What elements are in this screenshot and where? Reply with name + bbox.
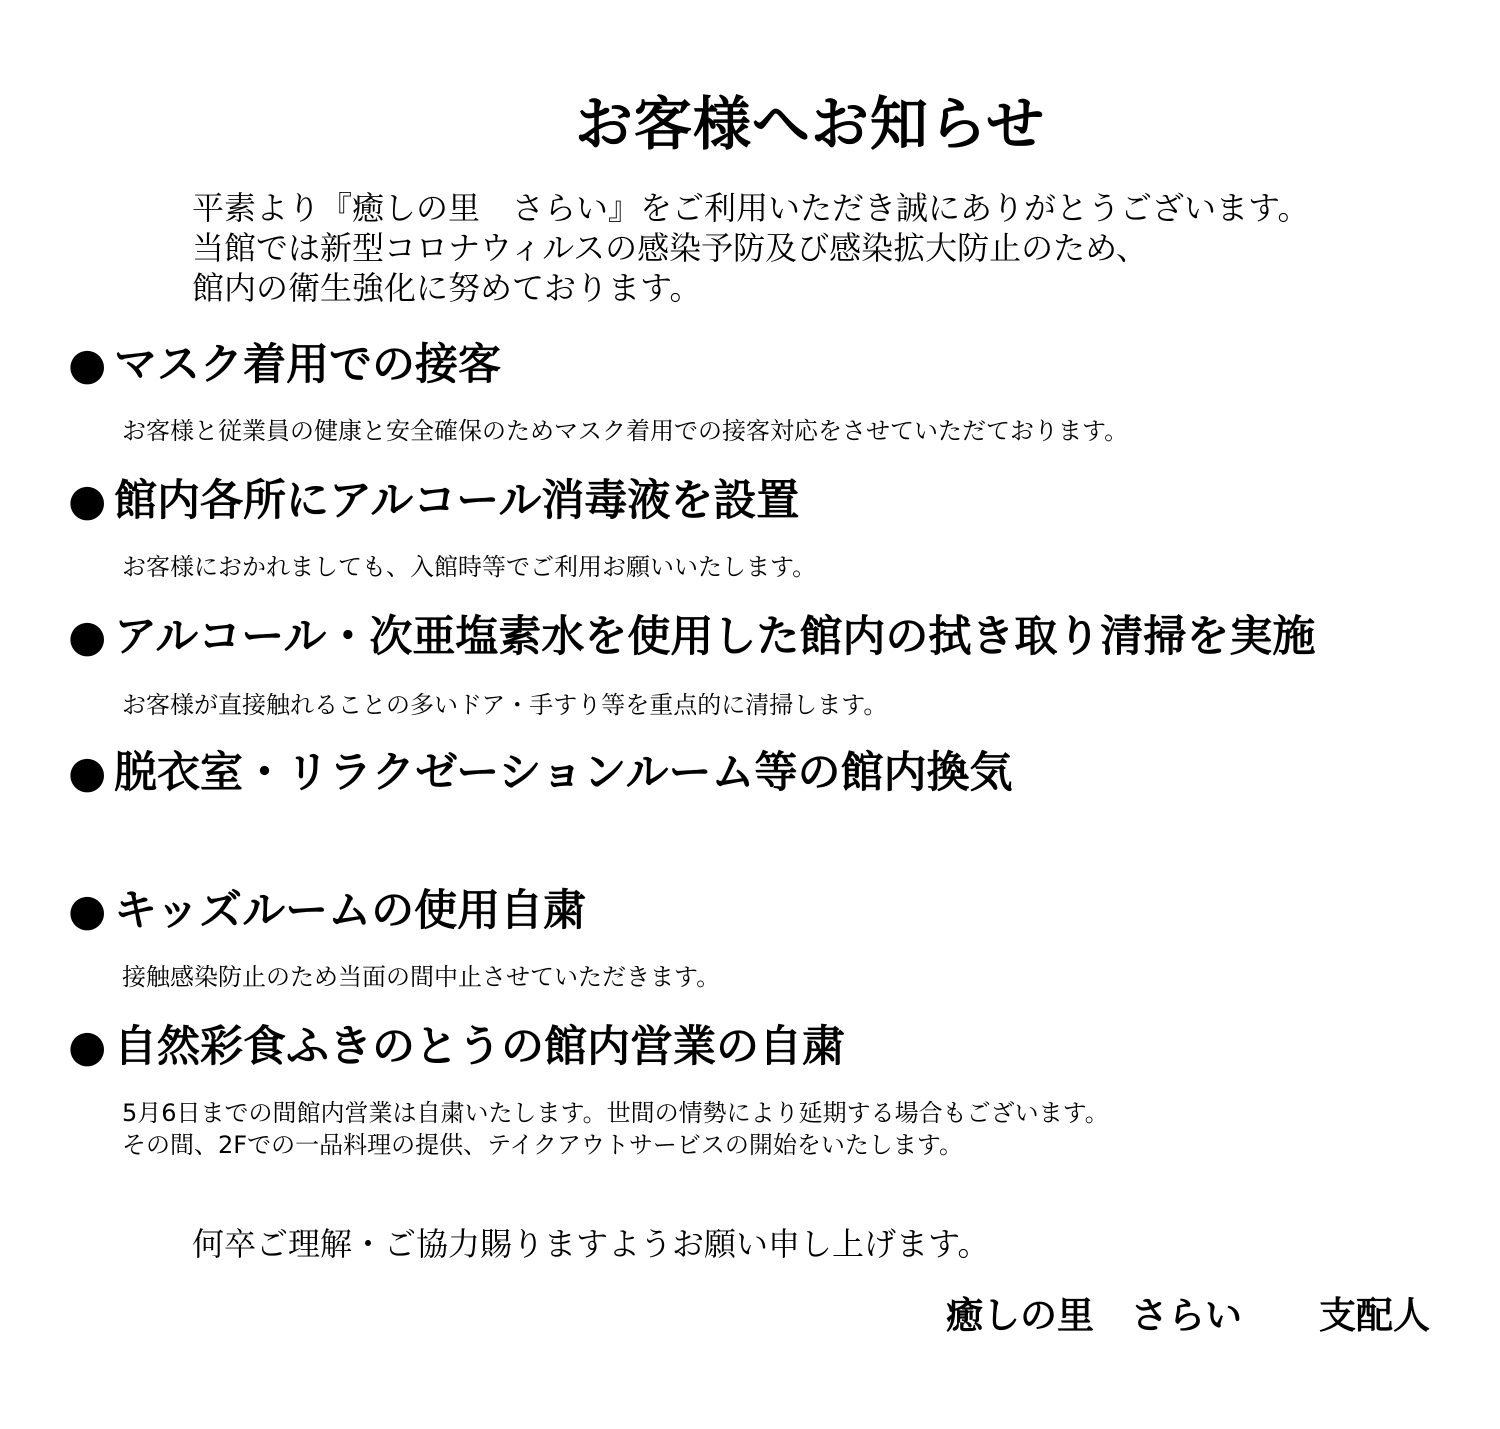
section-heading-text: 脱衣室・リラクゼーションルーム等の館内換気 <box>114 748 1013 798</box>
intro-line: 当館では新型コロナウィルスの感染予防及び感染拡大防止のため、 <box>192 229 1148 267</box>
description-line: お客様が直接触れることの多いドア・手すり等を重点的に清掃します。 <box>122 691 888 719</box>
bullet-icon: ● <box>68 1021 107 1072</box>
section-heading-text: アルコール・次亜塩素水を使用した館内の拭き取り清掃を実施 <box>114 612 1316 662</box>
signature <box>900 1288 1430 1344</box>
description-line: お客様におかれましても、入館時等でご利用お願いいたします。 <box>122 553 817 581</box>
section-heading-mask <box>68 338 1468 392</box>
section-heading-cleaning <box>68 610 1468 664</box>
bullet-icon: ● <box>68 747 107 798</box>
description-line: 5月6日までの間館内営業は自粛いたします。世間の情勢により延期する場合もございます。 <box>122 1099 1109 1127</box>
section-description-cleaning <box>122 689 1422 721</box>
description-line: 接触感染防止のため当面の間中止させていただきます。 <box>122 963 721 991</box>
closing-message: 何卒ご理解・ご協力賜りますようお願い申し上げます。 <box>192 1225 990 1263</box>
bullet-icon: ● <box>68 611 107 662</box>
bullet-icon: ● <box>68 475 107 526</box>
description-line: お客様と従業員の健康と安全確保のためマスク着用での接客対応をさせていただております。 <box>122 417 1129 445</box>
intro-paragraph <box>192 188 1412 308</box>
bullet-icon: ● <box>68 885 107 936</box>
section-heading-text: マスク着用での接客 <box>114 340 501 390</box>
notice-title: お客様へお知らせ <box>574 90 1046 158</box>
bullet-icon: ● <box>68 339 107 390</box>
section-description-disinfectant <box>122 551 1422 583</box>
section-heading-text: 自然彩食ふきのとうの館内営業の自粛 <box>114 1022 845 1072</box>
section-description-mask <box>122 415 1422 447</box>
description-line: その間、2Fでの一品料理の提供、テイクアウトサービスの開始をいたします。 <box>122 1131 963 1159</box>
section-heading-text: 館内各所にアルコール消毒液を設置 <box>114 476 800 526</box>
section-heading-ventilation <box>68 746 1468 800</box>
signature-role: 支配人 <box>1319 1294 1430 1337</box>
section-heading-kids-room <box>68 884 1468 938</box>
section-heading-restaurant <box>68 1020 1468 1074</box>
signature-organization: 癒しの里 さらい <box>946 1294 1242 1337</box>
section-heading-text: キッズルームの使用自粛 <box>114 886 587 936</box>
section-heading-disinfectant <box>68 474 1468 528</box>
section-description-kids-room <box>122 961 1422 993</box>
section-description-restaurant <box>122 1097 1422 1161</box>
intro-line: 平素より『癒しの里 さらい』をご利用いただき誠にありがとうございます。 <box>192 189 1310 227</box>
intro-line: 館内の衛生強化に努めております。 <box>192 269 702 307</box>
